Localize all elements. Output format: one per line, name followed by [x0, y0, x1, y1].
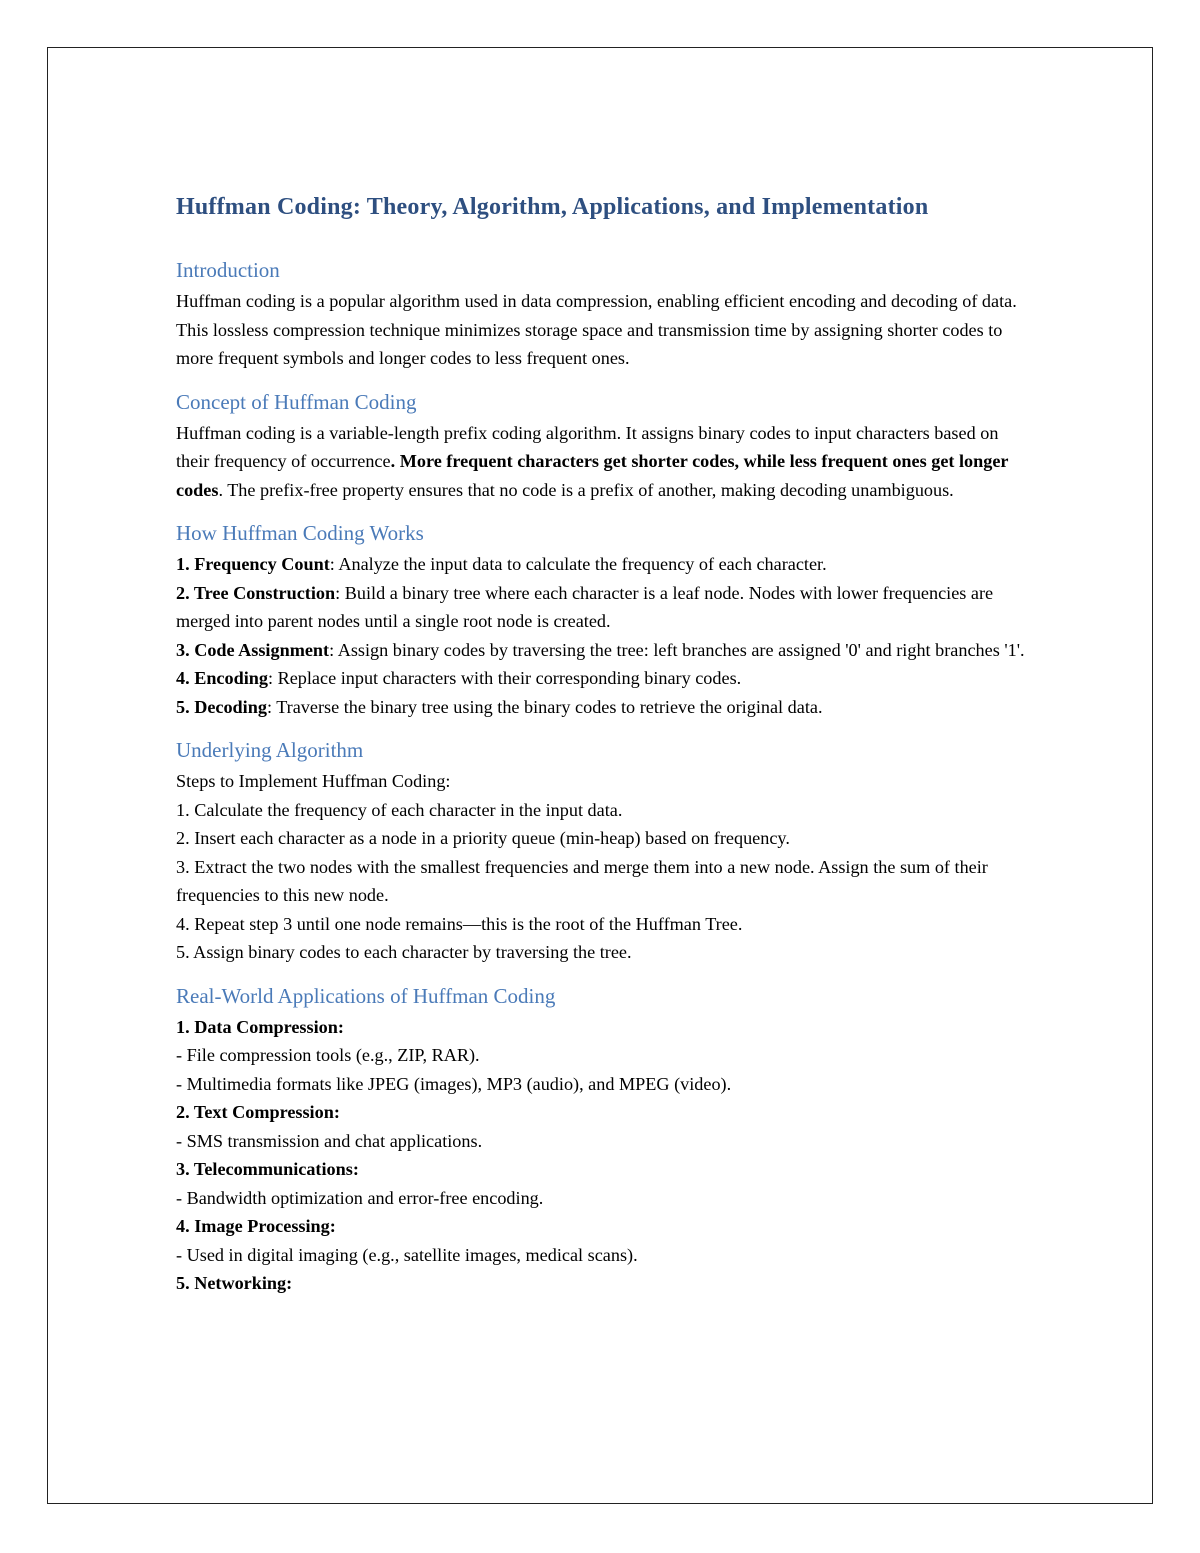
application-label-text: 3. Telecommunications: [176, 1159, 359, 1179]
application-label [176, 1269, 1036, 1298]
application-label-text: 5. Networking: [176, 1273, 293, 1293]
how-step-label: 1. Frequency Count [176, 554, 330, 574]
how-heading: How Huffman Coding Works [176, 521, 424, 545]
section-algorithm [176, 735, 1036, 967]
application-label-text: 4. Image Processing: [176, 1216, 336, 1236]
algorithm-intro: Steps to Implement Huffman Coding: [176, 771, 451, 791]
application-detail: - File compression tools (e.g., ZIP, RAR). [176, 1045, 480, 1065]
how-step [176, 636, 1036, 665]
application-detail: - Multimedia formats like JPEG (images), MP3 (audio), and MPEG (video). [176, 1073, 732, 1094]
algorithm-step: 3. Extract the two nodes with the smallest frequencies and merge them into a new node. Assign the sum of their frequencies to this new node. [176, 856, 988, 905]
concept-text-start: Huffman coding is a variable-length prefix coding algorithm. It assigns binary codes to input characters based on their frequency of occurrence [176, 422, 999, 471]
how-step-text: : Assign binary codes by traversing the tree: left branches are assigned '0' and right branches '1'. [329, 639, 1025, 660]
application-label [176, 1212, 1036, 1241]
introduction-heading: Introduction [176, 258, 280, 282]
algorithm-step: 1. Calculate the frequency of each character in the input data. [176, 799, 623, 820]
how-step-text: : Traverse the binary tree using the binary codes to retrieve the original data. [266, 696, 823, 717]
document-title: Huffman Coding: Theory, Algorithm, Applications, and Implementation [176, 194, 929, 220]
document-body [176, 190, 1036, 1312]
how-step-label: 3. Code Assignment [176, 639, 330, 660]
application-label [176, 1098, 1036, 1127]
how-step [176, 550, 1036, 579]
section-introduction [176, 255, 1036, 373]
how-step-text: : Replace input characters with their corresponding binary codes. [267, 668, 742, 688]
application-detail: - SMS transmission and chat applications. [176, 1130, 483, 1151]
algorithm-step: 5. Assign binary codes to each character by traversing the tree. [176, 942, 632, 962]
how-step [176, 664, 1036, 693]
application-detail: - Used in digital imaging (e.g., satellite images, medical scans). [176, 1244, 638, 1265]
applications-heading: Real-World Applications of Huffman Coding [176, 983, 556, 1008]
how-step [176, 579, 1036, 636]
algorithm-heading: Underlying Algorithm [176, 738, 364, 762]
application-label [176, 1155, 1036, 1184]
concept-text [176, 419, 1036, 505]
how-step-text: : Build a binary tree where each character is a leaf node. Nodes with lower frequencies are merged into parent nodes until a single root node is created. [176, 582, 994, 631]
introduction-text: Huffman coding is a popular algorithm used in data compression, enabling efficient encoding and decoding of data. This lossless compression technique minimizes storage space and transmission time by assigning shorter codes to more frequent symbols and longer codes to less frequent ones. [176, 291, 1017, 368]
application-label-text: 1. Data Compression: [176, 1016, 344, 1037]
concept-text-bold: . More frequent characters get shorter codes, while less frequent ones get longer codes [176, 451, 1009, 500]
how-step-text: : Analyze the input data to calculate the frequency of each character. [329, 554, 827, 574]
application-detail: - Bandwidth optimization and error-free encoding. [176, 1187, 544, 1208]
section-how-it-works [176, 518, 1036, 721]
section-concept [176, 387, 1036, 505]
algorithm-step: 4. Repeat step 3 until one node remains—this is the root of the Huffman Tree. [176, 913, 743, 934]
how-step-label: 4. Encoding [176, 668, 268, 688]
concept-heading: Concept of Huffman Coding [176, 389, 417, 414]
application-label-text: 2. Text Compression: [176, 1102, 340, 1122]
algorithm-step: 2. Insert each character as a node in a priority queue (min-heap) based on frequency. [176, 828, 790, 848]
how-step-label: 2. Tree Construction [176, 582, 336, 603]
how-step [176, 693, 1036, 722]
how-step-label: 5. Decoding [176, 696, 267, 717]
section-applications [176, 981, 1036, 1298]
concept-text-end: . The prefix-free property ensures that no code is a prefix of another, making decoding unambiguous. [218, 479, 954, 500]
application-label [176, 1013, 1036, 1042]
